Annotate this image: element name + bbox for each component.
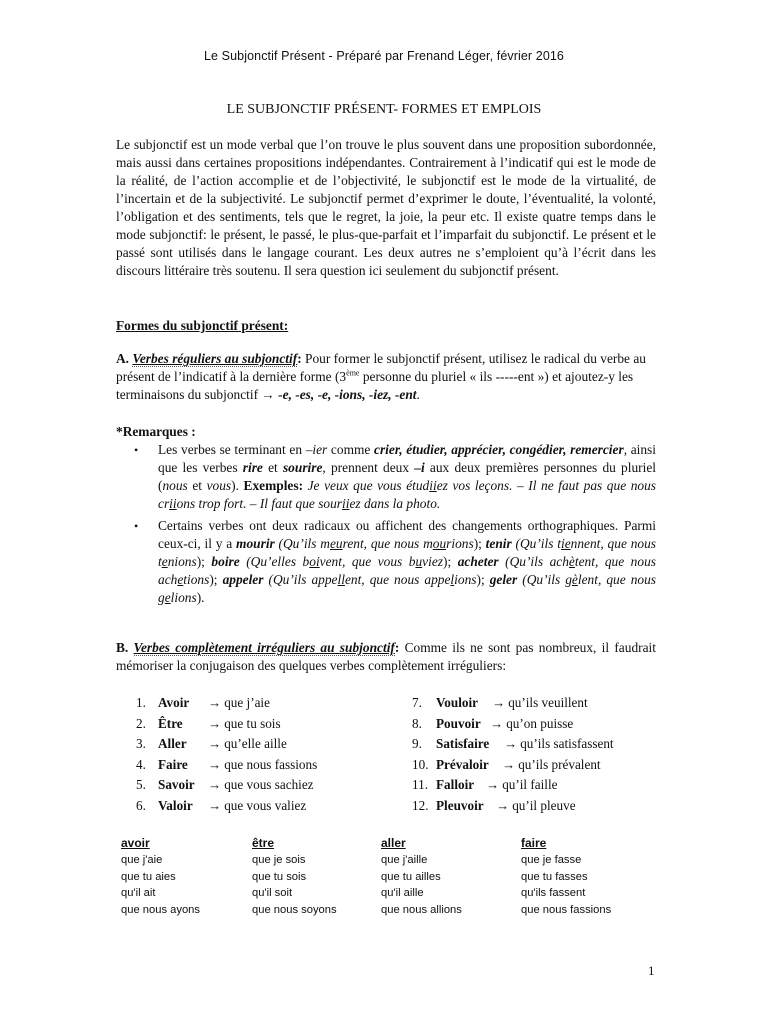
conjugation-column-aller: [381, 835, 462, 918]
text-run: e: [177, 572, 184, 587]
text-run: , prennent deux: [322, 460, 415, 475]
text-run: rions: [446, 536, 474, 551]
text-run: Je veux que vous étud: [303, 478, 430, 493]
text-run: appeler: [222, 572, 264, 587]
bullet-2-text: [158, 517, 656, 607]
text-run: que vous sachiez: [224, 777, 314, 792]
text-run: faire: [521, 836, 547, 850]
section-a-paragraph: [116, 350, 662, 404]
text-run: tions: [183, 572, 210, 587]
bullet-icon: •: [134, 443, 139, 457]
bullet-icon: •: [134, 519, 139, 533]
list-item: que nous allions: [381, 903, 462, 916]
section-b-colon: :: [394, 640, 400, 655]
text-run: vous: [206, 478, 232, 493]
text-run: (Qu’ils g: [517, 572, 572, 587]
text-run: Vouloir: [436, 695, 479, 710]
section-a-period: .: [416, 387, 420, 402]
arrow-icon: →: [504, 736, 518, 751]
section-a-sup: ème: [346, 368, 360, 378]
text-run: ez vos leçons. – Il ne faut pas que nous cr: [158, 478, 657, 511]
list-item: que nous ayons: [121, 903, 200, 916]
text-run: 12.: [412, 797, 429, 813]
conjugation-column-faire: [521, 835, 611, 918]
list-item: qu'il ait: [121, 887, 156, 899]
list-item: [136, 714, 317, 735]
text-run: nnent, que nous t: [158, 536, 656, 569]
arrow-icon: →: [492, 695, 506, 710]
text-run: et: [262, 460, 283, 475]
text-run: 11.: [412, 777, 428, 792]
arrow-icon: →: [486, 777, 500, 792]
text-run: aux deux premières personnes du pluriel (: [158, 460, 657, 493]
list-item: que tu aies: [121, 870, 176, 883]
section-b-letter: B.: [116, 640, 129, 655]
list-item: [412, 775, 614, 796]
text-run: Savoir: [158, 777, 195, 792]
text-run: qu’il faille: [502, 777, 558, 792]
list-item: que je fasse: [521, 854, 582, 866]
section-b-heading: Verbes complètement irréguliers au subjonctif: [133, 640, 395, 655]
list-item: que nous soyons: [252, 903, 337, 916]
conjugation-column-etre: [252, 835, 337, 918]
text-run: boire: [211, 554, 240, 569]
list-item: [412, 755, 614, 776]
list-item: que j'aie: [121, 854, 163, 866]
list-item: que tu sois: [252, 870, 307, 883]
text-run: aller: [381, 836, 406, 850]
text-run: lent, que nous g: [158, 572, 656, 605]
list-item: que j'aille: [381, 854, 428, 866]
text-run: 7.: [412, 695, 422, 710]
text-run: tenir: [485, 536, 512, 551]
list-item: [134, 517, 656, 607]
section-a-text-1: Pour former le subjonctif présent, utilisez le radical du verbe au présent de l’indicatif à la dernière forme (3: [116, 351, 646, 384]
conjugation-column-avoir: [121, 835, 200, 918]
section-heading-formes: Formes du subjonctif présent:: [116, 318, 289, 333]
text-run: avoir: [121, 836, 150, 850]
text-run: mourir: [236, 536, 275, 551]
text-run: tent, que nous ach: [158, 554, 656, 587]
text-run: qu’ils satisfassent: [520, 736, 614, 751]
text-run: Prévaloir: [436, 756, 489, 772]
text-run: qu’ils prévalent: [518, 756, 601, 772]
text-run: 10.: [412, 756, 429, 772]
text-run: ii: [429, 478, 437, 493]
section-a-endings: -e, -es, -e, -ions, -iez, -ent: [274, 387, 417, 402]
arrow-icon: →: [208, 797, 222, 813]
text-run: ions: [454, 572, 477, 587]
text-run: (Qu’ils t: [511, 536, 561, 551]
page-header: Le Subjonctif Présent - Préparé par Frenand Léger, février 2016: [204, 49, 564, 63]
text-run: que vous valiez: [224, 797, 307, 813]
text-run: 5.: [136, 777, 146, 792]
arrow-icon: →: [490, 715, 504, 731]
list-item: [412, 796, 614, 817]
text-run: nous: [162, 478, 188, 493]
text-run: viez: [422, 554, 443, 569]
text-run: Être: [158, 715, 183, 731]
text-run: Avoir: [158, 695, 190, 710]
text-run: e: [161, 554, 168, 569]
text-run: (Qu’ils m: [274, 536, 330, 551]
list-item: [412, 693, 614, 714]
list-item: que tu fasses: [521, 870, 588, 883]
text-run: Exemples:: [243, 478, 304, 493]
text-run: );: [473, 536, 486, 551]
document-title: LE SUBJONCTIF PRÉSENT- FORMES ET EMPLOIS: [226, 102, 542, 117]
text-run: que j’aie: [224, 695, 270, 710]
irregular-verbs-list-left: [136, 693, 317, 816]
text-run: ).: [196, 590, 205, 605]
list-item: [412, 734, 614, 755]
text-run: , ainsi que les verbes: [158, 442, 656, 475]
list-item: [136, 775, 317, 796]
text-run: 4.: [136, 756, 146, 772]
text-run: ie: [560, 536, 571, 551]
text-run: Aller: [158, 736, 187, 751]
list-item: [136, 755, 317, 776]
text-run: rent, que nous m: [342, 536, 433, 551]
text-run: 1.: [136, 695, 146, 710]
text-run: qu’elle aille: [224, 736, 287, 751]
list-item: que tu ailles: [381, 870, 441, 883]
text-run: eu: [329, 536, 343, 551]
text-run: 6.: [136, 797, 146, 813]
section-a-letter: A.: [116, 351, 130, 366]
text-run: );: [196, 554, 212, 569]
list-item: qu'il soit: [252, 887, 293, 899]
text-run: (Qu’ils appe: [263, 572, 338, 587]
text-run: être: [252, 836, 275, 850]
text-run: qu’il pleuve: [512, 797, 576, 813]
text-run: ll: [337, 572, 345, 587]
bullet-1-text: [158, 441, 656, 513]
text-run: qu’on puisse: [506, 715, 574, 731]
text-run: ii: [169, 496, 177, 511]
section-a-text-2: personne du pluriel « ils -----ent ») et ajoutez-y les terminaisons du subjonctif: [116, 369, 634, 402]
list-item: qu'il aille: [381, 887, 424, 899]
arrow-icon: →: [208, 756, 222, 772]
text-run: u: [415, 554, 423, 569]
text-run: acheter: [457, 554, 499, 569]
text-run: ent, que nous appe: [344, 572, 451, 587]
list-item: [136, 796, 317, 817]
text-run: ou: [432, 536, 447, 551]
text-run: ii: [342, 496, 350, 511]
section-b-paragraph: [116, 639, 656, 675]
text-run: ons trop fort. – Il faut que sour: [176, 496, 343, 511]
text-run: que nous fassions: [224, 756, 318, 772]
text-run: Pouvoir: [436, 715, 481, 731]
text-run: è: [571, 572, 578, 587]
text-run: Faire: [158, 756, 188, 772]
arrow-icon: →: [496, 797, 510, 813]
text-run: e: [164, 590, 171, 605]
text-run: geler: [489, 572, 518, 587]
arrow-icon: →: [208, 777, 222, 792]
arrow-icon: →: [261, 387, 275, 402]
text-run: comme: [327, 442, 374, 457]
text-run: et: [187, 478, 207, 493]
arrow-icon: →: [502, 756, 516, 772]
text-run: Valoir: [158, 797, 193, 813]
text-run: crier, étudier, apprécier, congédier, remercier: [374, 442, 624, 457]
text-run: ez dans la photo.: [349, 496, 441, 511]
text-run: qu’ils veuillent: [508, 695, 588, 710]
text-run: Pleuvoir: [436, 797, 484, 813]
text-run: l: [450, 572, 455, 587]
text-run: è: [568, 554, 575, 569]
list-item: que je sois: [252, 854, 306, 866]
text-run: Certains verbes ont deux radicaux ou affichent des changements orthographiques. Parmi ceux-ci, il y a: [158, 518, 656, 551]
text-run: nions: [167, 554, 197, 569]
text-run: vent, que vous b: [319, 554, 416, 569]
text-run: (Qu’ils ach: [498, 554, 569, 569]
arrow-icon: →: [208, 715, 222, 731]
text-run: –ier: [305, 442, 328, 457]
list-item: [134, 441, 656, 513]
text-run: que tu sois: [224, 715, 281, 731]
list-item: [136, 734, 317, 755]
text-run: );: [443, 554, 458, 569]
remarques-list: [134, 441, 656, 607]
text-run: Les verbes se terminant en: [158, 442, 306, 457]
remarques-heading: *Remarques :: [116, 424, 196, 439]
list-item: [412, 714, 614, 735]
page-number: 1: [648, 963, 655, 978]
text-run: ).: [231, 478, 244, 493]
text-run: sourire: [282, 460, 323, 475]
text-run: (Qu’elles b: [239, 554, 310, 569]
arrow-icon: →: [208, 736, 222, 751]
list-item: qu'ils fassent: [521, 887, 586, 899]
text-run: rire: [242, 460, 263, 475]
list-item: que nous fassions: [521, 903, 612, 916]
text-run: oi: [309, 554, 320, 569]
text-run: Falloir: [436, 777, 475, 792]
section-a-colon: :: [297, 351, 302, 366]
text-run: );: [209, 572, 223, 587]
text-run: 2.: [136, 715, 146, 731]
arrow-icon: →: [208, 695, 222, 710]
text-run: –i: [414, 460, 425, 475]
text-run: 9.: [412, 736, 422, 751]
list-item: [136, 693, 317, 714]
text-run: Satisfaire: [436, 736, 490, 751]
text-run: );: [476, 572, 490, 587]
section-b-text: Comme ils ne sont pas nombreux, il faudrait mémoriser la conjugaison des quelques verbes complètement irréguliers:: [116, 640, 656, 673]
text-run: 3.: [136, 736, 146, 751]
text-run: lions: [170, 590, 197, 605]
section-a-heading: Verbes réguliers au subjonctif: [132, 351, 298, 366]
intro-paragraph: Le subjonctif est un mode verbal que l’on trouve le plus souvent dans une proposition subordonnée, mais aussi dans certaines propositions indépendantes. Contrairement à l’indicatif qui est le mode de la réalité, de l’action accomplie et de l’objectivité, le subjonctif est le mode de la virtualité, de l’incertain et de la subjectivité. Le subjonctif permet d’exprimer le doute, l’éventualité, la volonté, l’obligation et des sentiments, tels que le regret, la joie, la peur etc. Il existe quatre temps dans le mode subjonctif: le présent, le passé, le plus-que-parfait et l’imparfait du subjonctif. Le présent et le passé sont utilisés dans le langage courant. Les deux autres ne s’emploient qu’à l’écrit dans les discours littéraire très soutenu. Il sera question ici seulement du subjonctif présent.: [116, 137, 656, 278]
irregular-verbs-list-right: [412, 693, 614, 816]
text-run: 8.: [412, 715, 422, 731]
